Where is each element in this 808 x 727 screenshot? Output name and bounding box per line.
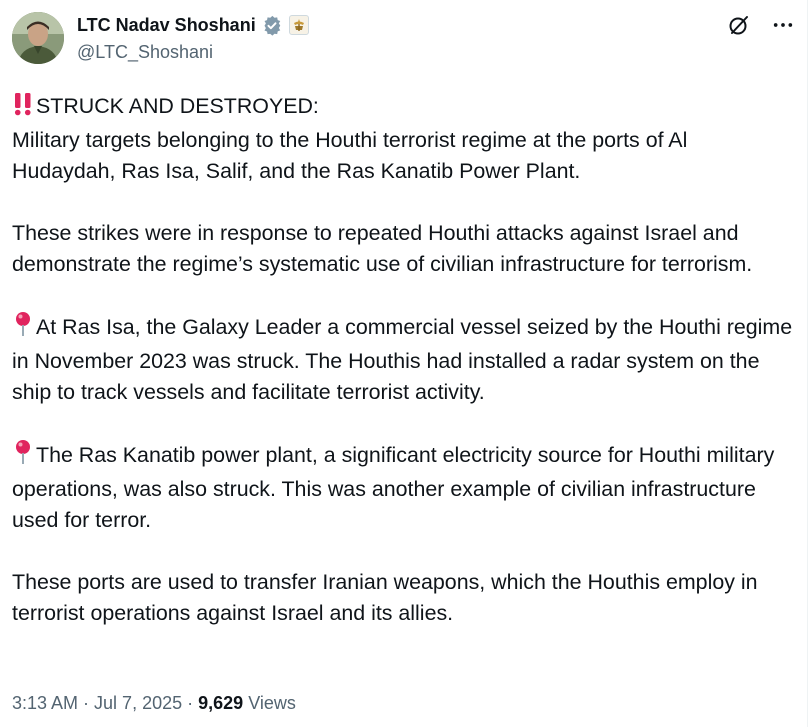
- tweet-line: At Ras Isa, the Galaxy Leader a commercial vessel seized by the Houthi regime in November 2023 was struck. The Houthis had installed a radar system on the ship to track vessels and facilitate terrorist activity.: [12, 315, 793, 404]
- views-label[interactable]: Views: [248, 693, 296, 713]
- avatar[interactable]: [12, 12, 64, 64]
- author-block: [77, 13, 309, 63]
- more-options-icon[interactable]: [770, 12, 796, 38]
- tweet-time[interactable]: 3:13 AM: [12, 693, 79, 713]
- tweet-headline: STRUCK AND DESTROYED:: [36, 94, 319, 118]
- meta-separator: ·: [83, 693, 90, 713]
- double-exclamation-emoji: [12, 92, 34, 125]
- idf-affiliate-badge-icon[interactable]: [289, 15, 309, 35]
- tweet-meta: [12, 693, 296, 714]
- tweet-line: Military targets belonging to the Houthi terrorist regime at the ports of Al Hudaydah, Ras Isa, Salif, and the Ras Kanatib Power Plant.: [12, 128, 688, 183]
- tweet-header: [12, 10, 796, 70]
- tweet-line: The Ras Kanatib power plant, a significant electricity source for Houthi military operations, was also struck. This was another example of civilian infrastructure used for terror.: [12, 443, 775, 532]
- round-pushpin-emoji: [12, 311, 34, 346]
- tweet-paragraph: [12, 91, 796, 187]
- display-name[interactable]: LTC Nadav Shoshani: [77, 14, 256, 35]
- views-count[interactable]: 9,629: [198, 693, 244, 713]
- grok-icon[interactable]: [726, 12, 752, 38]
- meta-separator: ·: [187, 693, 194, 713]
- author-name-row: [77, 13, 309, 37]
- tweet-paragraph: These strikes were in response to repeated Houthi attacks against Israel and demonstrate the regime’s systematic use of civilian infrastructure for terrorism.: [12, 221, 753, 276]
- round-pushpin-emoji: [12, 439, 34, 474]
- tweet-paragraph: [12, 439, 796, 536]
- header-actions: [726, 12, 796, 38]
- tweet-paragraph: These ports are used to transfer Iranian weapons, which the Houthis employ in terrorist operations against Israel and its allies.: [12, 570, 758, 625]
- author-handle[interactable]: @LTC_Shoshani: [77, 42, 214, 62]
- tweet-text: [12, 91, 796, 629]
- tweet-date[interactable]: Jul 7, 2025: [94, 693, 183, 713]
- tweet-paragraph: [12, 311, 796, 408]
- verified-badge-icon[interactable]: [261, 15, 282, 36]
